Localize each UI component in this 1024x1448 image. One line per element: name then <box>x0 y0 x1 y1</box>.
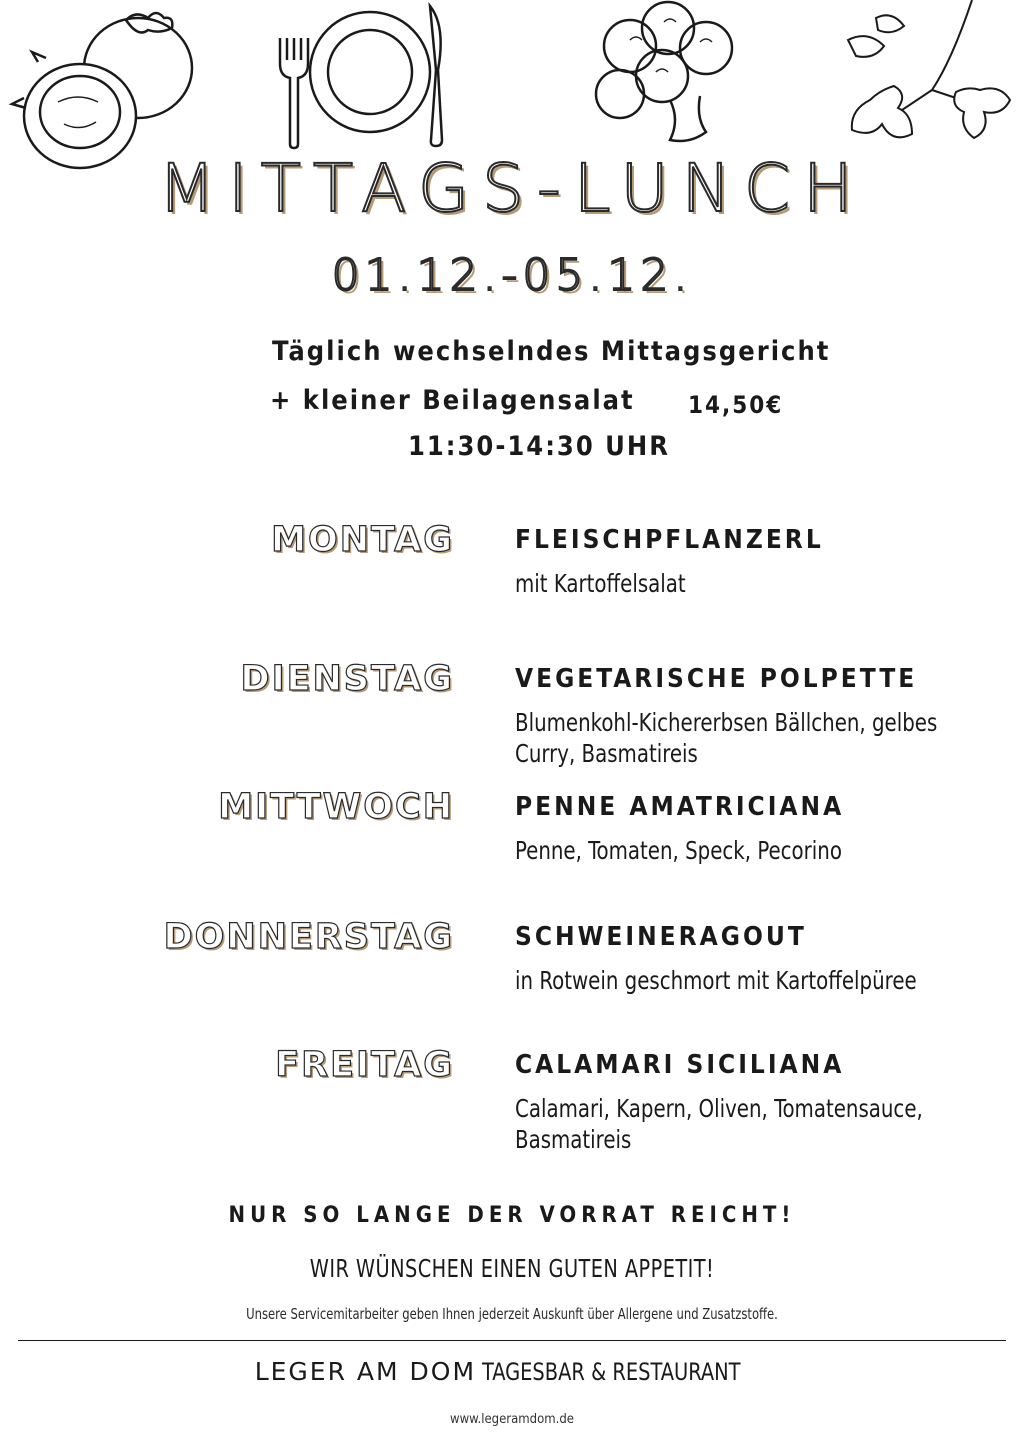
allergen-note: Unsere Servicemitarbeiter geben Ihnen jederzeit Auskunft über Allergene und Zusatzstoffe. <box>246 1305 778 1323</box>
parsley-icon <box>840 0 1024 160</box>
day-label: MONTAG <box>271 520 454 560</box>
dish-description: Calamari, Kapern, Oliven, Tomatensauce, Basmatireis <box>515 1094 923 1154</box>
intro-line2: + kleiner Beilagensalat <box>270 385 635 416</box>
day-label: MITTWOCH <box>218 787 454 827</box>
cauliflower-icon <box>590 0 740 150</box>
day-label: DONNERSTAG <box>163 917 454 957</box>
day-label: DIENSTAG <box>240 659 454 699</box>
brand-name: LEGER AM DOM <box>254 1357 477 1386</box>
footer <box>0 1357 1024 1386</box>
dish-description: Blumenkohl-Kichererbsen Bällchen, gelbes Curry, Basmatireis <box>515 708 938 768</box>
website-link[interactable]: www.legeramdom.de <box>450 1412 574 1427</box>
page-title: MITTAGS-LUNCH <box>158 150 866 227</box>
price: 14,50€ <box>688 391 784 419</box>
dish-name: VEGETARISCHE POLPETTE <box>515 664 918 694</box>
day-label: FREITAG <box>275 1045 454 1085</box>
appetit-note: WIR WÜNSCHEN EINEN GUTEN APPETIT! <box>309 1254 715 1283</box>
stock-note: NUR SO LANGE DER VORRAT REICHT! <box>228 1203 796 1228</box>
dish-name: FLEISCHPFLANZERL <box>515 525 824 555</box>
dish-name: SCHWEINERAGOUT <box>515 922 807 952</box>
dish-description: in Rotwein geschmort mit Kartoffelpüree <box>515 966 917 995</box>
date-range: 01.12.-05.12. <box>331 250 693 301</box>
intro-line1: Täglich wechselndes Mittagsgericht <box>272 336 831 367</box>
tableware-icon <box>270 0 470 150</box>
dish-name: CALAMARI SICILIANA <box>515 1050 845 1080</box>
opening-hours: 11:30-14:30 UHR <box>408 431 670 462</box>
dish-description: Penne, Tomaten, Speck, Pecorino <box>515 836 842 865</box>
dish-name: PENNE AMATRICIANA <box>515 792 845 822</box>
brand-subtitle: TAGESBAR & RESTAURANT <box>482 1358 741 1386</box>
dish-description: mit Kartoffelsalat <box>515 569 686 598</box>
divider <box>18 1340 1006 1341</box>
